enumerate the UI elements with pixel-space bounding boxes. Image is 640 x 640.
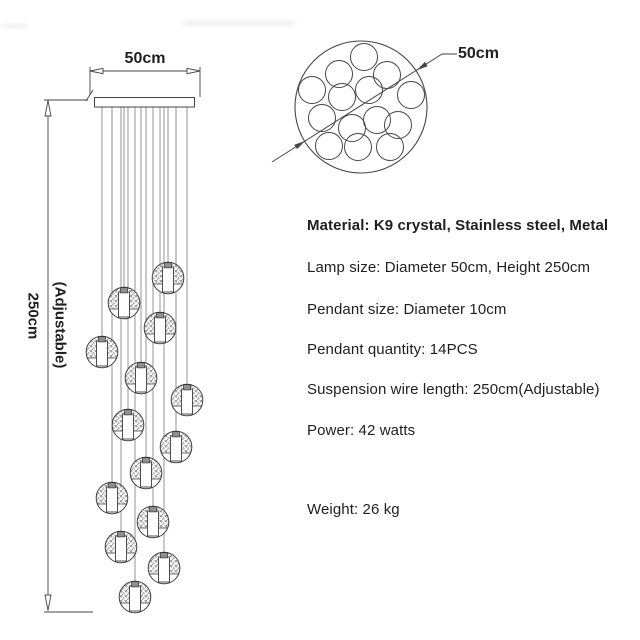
bulb-socket [138,363,145,368]
bulb-socket [173,432,180,437]
bulb-socket [161,553,168,558]
pendant-position-circle [356,77,383,104]
arrowhead-down-icon [45,595,51,611]
pendant-sphere [137,506,169,538]
pendant-bulb [159,557,170,582]
pendant-bulb [141,462,152,487]
pendant-bulb [182,389,193,414]
pendant-position-circle [351,44,378,71]
pendant-position-circle [299,77,326,104]
pendant-position-circle [385,112,412,139]
pendant-sphere [160,431,192,463]
pendant-position-circle [377,134,404,161]
bulb-socket [121,288,128,293]
pendant-sphere [112,409,144,441]
top-view-diagram [272,41,457,173]
pendant-position-circle [364,107,391,134]
pendant-bulb [130,586,141,611]
pendant-bulb [136,367,147,392]
width-dimension [90,67,200,97]
pendant-sphere [148,552,180,584]
pendant-sphere [119,581,151,613]
arrowhead-right-icon [187,68,200,73]
bulb-socket [143,458,150,463]
pendant-bulb [171,436,182,461]
bulb-socket [118,532,125,537]
pendant-sphere [152,262,184,294]
side-view-width-label: 50cm [124,50,166,67]
pendant-position-circle [339,115,366,142]
side-view-height-label: 250cm [24,292,42,340]
pendant-sphere [108,287,140,319]
scan-artifact [0,24,28,28]
pendant-bulb [97,341,108,366]
bulb-socket [184,385,191,390]
bulb-socket [132,582,139,587]
spec-line: Pendant quantity: 14PCS [307,341,478,358]
pendant-bulb [123,414,134,439]
side-view-adjustable-label: (Adjustable) [51,281,69,369]
bulb-socket [125,410,132,415]
pendant-bulb [107,487,118,512]
spec-line: Material: K9 crystal, Stainless steel, Metal [307,217,609,234]
spec-line: Weight: 26 kg [307,501,400,518]
pendant-bulb [116,536,127,561]
pendant-bulb [148,511,159,536]
arrowhead-icon [294,141,305,149]
side-view-diagram [86,98,203,613]
bulb-socket [109,483,116,488]
pendant-position-circle [309,105,336,132]
pendant-bulb [155,317,166,342]
bulb-socket [165,263,172,268]
top-view-diameter-label: 50cm [458,45,499,62]
pendant-sphere [86,336,118,368]
bulb-socket [99,337,106,342]
pendant-bulb [163,267,174,292]
spec-line: Power: 42 watts [307,422,416,439]
pendant-position-circle [316,133,343,160]
pendant-sphere [144,312,176,344]
scan-artifact [183,20,295,26]
pendant-sphere [125,362,157,394]
spec-line: Pendant size: Diameter 10cm [307,301,507,318]
bulb-socket [157,313,164,318]
ceiling-plate [95,98,195,108]
spec-line: Lamp size: Diameter 50cm, Height 250cm [307,259,591,276]
arrowhead-left-icon [90,68,103,73]
pendant-sphere [105,531,137,563]
pendant-position-circle [374,62,401,89]
pendant-position-circle [345,134,372,161]
pendant-sphere [96,482,128,514]
bulb-socket [150,507,157,512]
arrowhead-icon [417,62,428,70]
pendant-sphere [130,457,162,489]
pendant-position-circle [398,82,425,109]
pendant-bulb [119,292,130,317]
pendant-sphere [171,384,203,416]
arrowhead-up-icon [45,101,51,117]
spec-line: Suspension wire length: 250cm(Adjustable) [307,381,600,398]
